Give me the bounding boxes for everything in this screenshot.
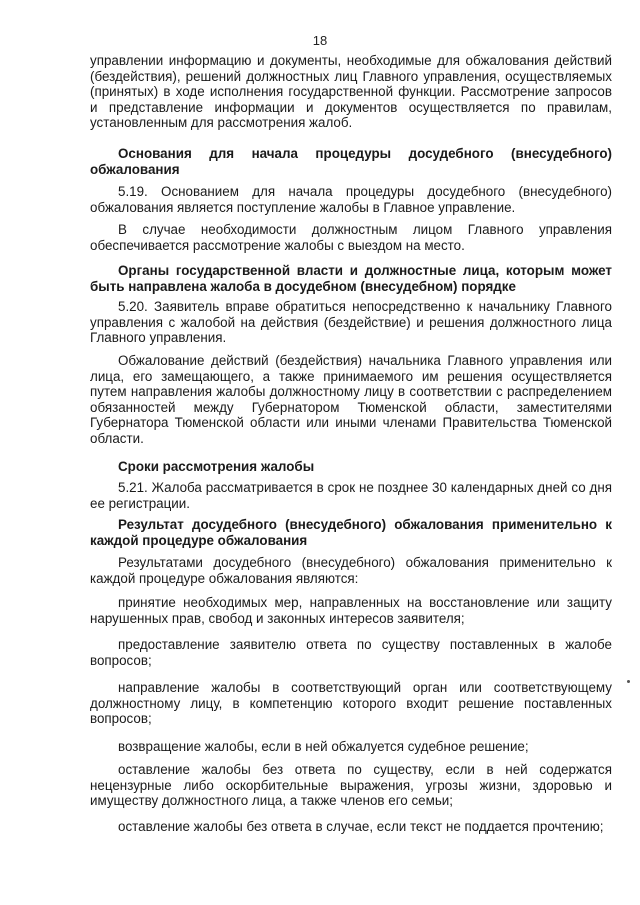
paragraph-5-21: 5.21. Жалоба рассматривается в срок не позднее 30 календарных дней со дня ее регистрации. — [90, 480, 612, 511]
paragraph-5-19: 5.19. Основанием для начала процедуры досудебного (внесудебного) обжалования является поступление жалобы в Главное управление. — [90, 184, 612, 215]
list-item-result-6: оставление жалобы без ответа в случае, если текст не поддается прочтению; — [118, 819, 604, 834]
heading-review-terms: Сроки рассмотрения жалобы — [118, 459, 315, 474]
paragraph-appeal-head: Обжалование действий (бездействия) начальника Главного управления или лица, его замещающего, а также принимаемого им решения осуществляется путем направления жалобы должностному лицу в соответствии с распределением обязанностей между Губернатором Тюменской области, заместителями Губернатора Тюменской области или иными членами Правительства Тюменской области. — [90, 353, 612, 446]
paragraph-results-intro: Результатами досудебного (внесудебного) обжалования применительно к каждой процедуре обжалования являются: — [90, 555, 612, 586]
scan-dot-mark — [627, 680, 630, 683]
list-item-result-1: принятие необходимых мер, направленных на восстановление или защиту нарушенных прав, свобод и законных интересов заявителя; — [90, 595, 612, 626]
page-number: 18 — [312, 33, 328, 48]
paragraph-5-20: 5.20. Заявитель вправе обратиться непосредственно к начальнику Главного управления с жалобой на действия (бездействие) и решения должностного лица Главного управления. — [90, 299, 612, 346]
heading-authorities: Органы государственной власти и должностные лица, которым может быть направлена жалоба в досудебном (внесудебном) порядке — [90, 263, 612, 294]
list-item-result-3: направление жалобы в соответствующий орган или соответствующему должностному лицу, в компетенцию которого входит решение поставленных вопросов; — [90, 680, 612, 727]
heading-appeal-basis: Основания для начала процедуры досудебного (внесудебного) обжалования — [90, 146, 612, 177]
paragraph-on-site-review: В случае необходимости должностным лицом Главного управления обеспечивается рассмотрение жалобы с выездом на место. — [90, 222, 612, 253]
list-item-result-2: предоставление заявителю ответа по существу поставленных в жалобе вопросов; — [90, 637, 612, 668]
paragraph-request-info: управлении информацию и документы, необходимые для обжалования действий (бездействия), решений должностных лиц Главного управления, осуществляемых (принятых) в ходе исполнения государственной функции. Рассмотрение запросов и представление информации и документов осуществляется по правилам, установленным для рассмотрения жалоб. — [90, 53, 612, 131]
heading-appeal-result: Результат досудебного (внесудебного) обжалования применительно к каждой процедуре обжалования — [90, 517, 612, 548]
list-item-result-4: возвращение жалобы, если в ней обжалуется судебное решение; — [118, 739, 529, 754]
list-item-result-5: оставление жалобы без ответа по существу, если в ней содержатся нецензурные либо оскорбительные выражения, угрозы жизни, здоровью и имуществу должностного лица, а также членов его семьи; — [90, 762, 612, 809]
